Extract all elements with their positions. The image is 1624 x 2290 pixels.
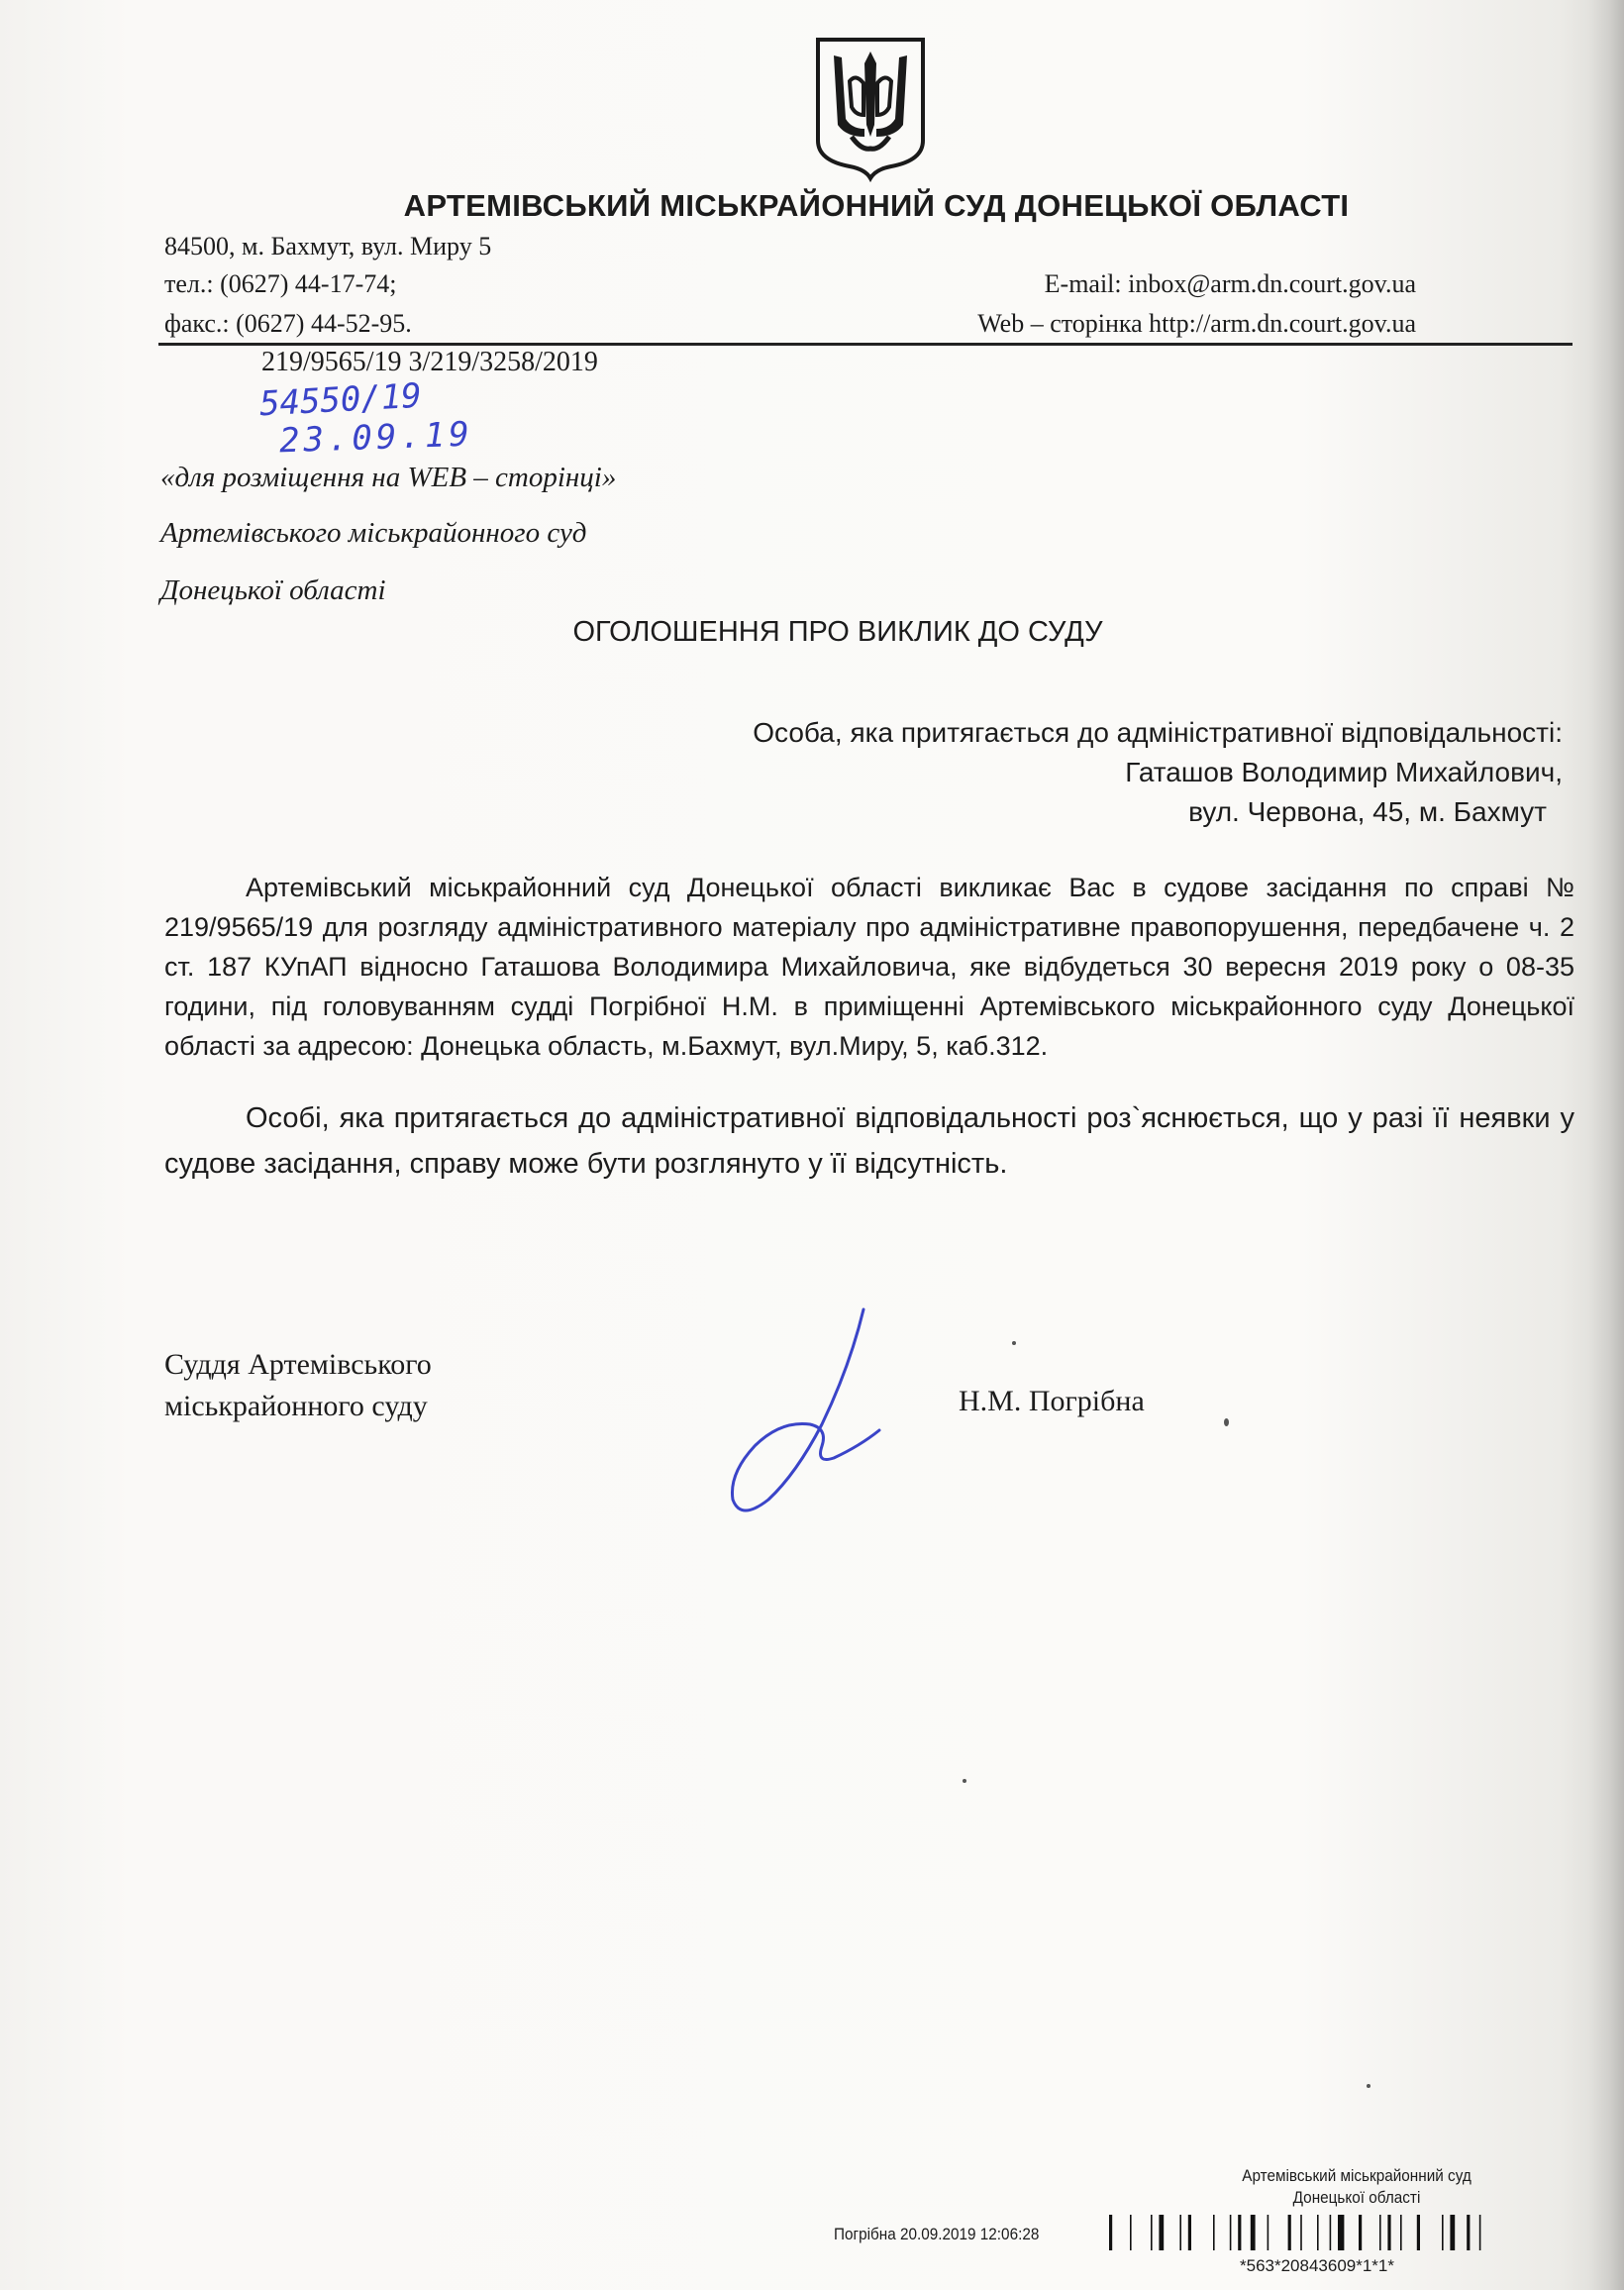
court-phone: тел.: (0627) 44-17-74;: [164, 269, 397, 298]
stamp-org-line-2: Донецької області: [1292, 2188, 1421, 2207]
scan-speck: [1012, 1341, 1016, 1345]
person-name: Гаташов Володимир Михайлович,: [1125, 757, 1563, 787]
absence-notice-paragraph: Особі, яка притягається до адміністративної відповідальності роз`яснюється, що у разі її неявки у судове засідання, справу може бути розглянуто у її відсутність.: [164, 1102, 1574, 1180]
trident-emblem-icon: [812, 34, 929, 182]
court-name: АРТЕМІВСЬКИЙ МІСЬКРАЙОННИЙ СУД ДОНЕЦЬКОЇ ОБЛАСТІ: [403, 188, 1350, 223]
judge-title-line-1: Суддя Артемівського: [164, 1348, 432, 1381]
court-website: Web – сторінка http://arm.dn.court.gov.ua: [977, 309, 1416, 338]
scan-speck: [963, 1779, 966, 1783]
person-address: вул. Червона, 45, м. Бахмут: [1188, 796, 1547, 827]
barcode-bar: [1188, 2215, 1191, 2250]
barcode-bar: [1450, 2215, 1455, 2250]
barcode-bar: [1479, 2215, 1481, 2250]
header-divider: [158, 343, 1573, 346]
registration-stamp-org: [1134, 2165, 1579, 2209]
judge-title: [164, 1344, 432, 1427]
barcode-bar: [1179, 2215, 1181, 2250]
barcode-bar: [1151, 2215, 1153, 2250]
barcode-bar: [1467, 2215, 1470, 2250]
handwritten-signature-icon: [711, 1298, 909, 1525]
barcode-bar: [1109, 2215, 1112, 2250]
judge-name: Н.М. Погрібна: [959, 1385, 1145, 1417]
barcode-bar: [1417, 2215, 1420, 2250]
barcode-bar: [1442, 2215, 1444, 2250]
judge-title-line-2: міськрайонного суду: [164, 1390, 428, 1422]
court-fax: факс.: (0627) 44-52-95.: [164, 309, 412, 338]
stamp-org-line-1: Артемівський міськрайонний суд: [1242, 2166, 1472, 2185]
barcode-bar: [1387, 2215, 1390, 2250]
barcode-bar: [1359, 2215, 1362, 2250]
recipient-line-3: Донецької області: [160, 574, 386, 606]
barcode-bar: [1159, 2215, 1164, 2250]
barcode-bar: [1130, 2215, 1132, 2250]
barcode-bar: [1317, 2215, 1319, 2250]
registration-stamp-user: Погрібна 20.09.2019 12:06:28: [834, 2225, 1040, 2243]
barcode-icon: [1109, 2215, 1574, 2254]
barcode-text: *563*20843609*1*1*: [1240, 2256, 1394, 2275]
barcode-bar: [1338, 2215, 1344, 2250]
scan-speck: [1367, 2084, 1370, 2088]
court-email: E-mail: inbox@arm.dn.court.gov.ua: [1044, 269, 1416, 298]
barcode-bar: [1288, 2215, 1291, 2250]
barcode-bar: [1251, 2215, 1256, 2250]
barcode-bar: [1400, 2215, 1402, 2250]
handwritten-registration-number: 54550/19: [258, 375, 423, 425]
scan-edge-shadow: [1588, 0, 1624, 2290]
handwritten-registration-date: 23.09.19: [278, 414, 474, 462]
barcode-bar: [1238, 2215, 1241, 2250]
summons-paragraph: Артемівський міськрайонний суд Донецької області викликає Вас в судове засідання по справі № 219/9565/19 для розгляду адміністративного матеріалу про адміністративне правопорушення, передбачене ч. 2 ст. 187 КУпАП відносно Гаташова Володимира Михайловича, яке відбудеться 30 вересня 2019 року о 08-35 години, під головуванням судді Погрібної Н.М. в приміщенні Артемівського міськрайонного суду Донецької області за адресою: Донецька область, м.Бахмут, вул.Миру, 5, каб.312.: [164, 873, 1574, 1061]
barcode-bar: [1213, 2215, 1215, 2250]
recipient-line-1: «для розміщення на WEB – сторінці»: [160, 462, 617, 493]
recipient-line-2: Артемівського міськрайонного суд: [160, 517, 587, 549]
court-address: 84500, м. Бахмут, вул. Миру 5: [164, 232, 492, 260]
barcode-bar: [1230, 2215, 1232, 2250]
document-title: ОГОЛОШЕННЯ ПРО ВИКЛИК ДО СУДУ: [572, 616, 1103, 648]
barcode-bar: [1268, 2215, 1269, 2250]
barcode-bar: [1300, 2215, 1302, 2250]
case-reference: 219/9565/19 3/219/3258/2019: [261, 347, 598, 377]
barcode-bar: [1379, 2215, 1381, 2250]
barcode-bar: [1330, 2215, 1332, 2250]
scan-speck: [1224, 1418, 1229, 1426]
person-label: Особа, яка притягається до адміністративної відповідальності:: [753, 717, 1563, 748]
